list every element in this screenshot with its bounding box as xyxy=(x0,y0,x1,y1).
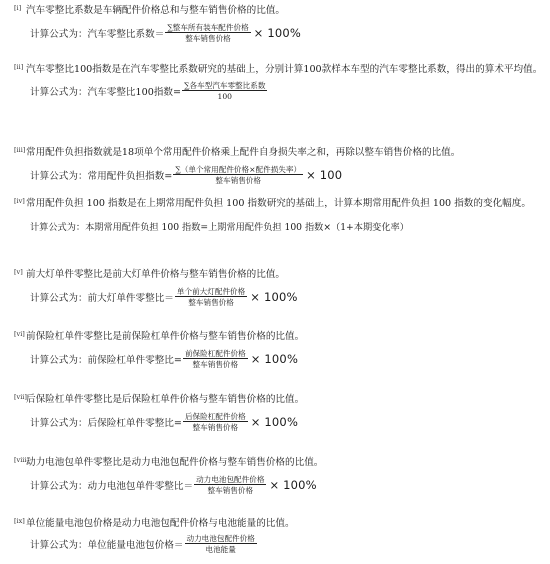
formula-prefix: 计算公式为：后保险杠单件零整比= xyxy=(30,418,182,429)
footnote-marker: [iii] xyxy=(14,146,26,154)
footnote-definition xyxy=(14,393,544,406)
fraction-denominator: 整车销售价格 xyxy=(192,423,239,432)
fraction-numerator: ∑（单个常用配件价格×配件损失率） xyxy=(175,165,302,174)
fraction-numerator: 前保险杠配件价格 xyxy=(184,349,246,358)
fraction-denominator: 电池能量 xyxy=(205,545,236,554)
formula xyxy=(30,287,544,307)
footnote-8 xyxy=(14,456,544,495)
footnote-marker: [viii] xyxy=(14,456,29,464)
footnote-definition xyxy=(14,146,544,159)
fraction xyxy=(175,287,247,307)
footnote-6 xyxy=(14,330,544,369)
footnote-marker: [iv] xyxy=(14,197,25,205)
fraction-numerator: 后保险杠配件价格 xyxy=(184,412,246,421)
fraction-denominator: 100 xyxy=(217,92,232,101)
fraction-denominator: 整车销售价格 xyxy=(185,34,231,43)
definition-text: 前保险杠单件零整比是前保险杠单件价格与整车销售价格的比值。 xyxy=(26,331,305,342)
fraction-numerator: 单个前大灯配件价格 xyxy=(176,287,246,296)
footnote-9 xyxy=(14,517,544,554)
formula xyxy=(30,534,544,554)
footnote-definition xyxy=(14,197,544,210)
fraction xyxy=(165,23,250,43)
formula-suffix: × 100% xyxy=(253,26,302,40)
formula-prefix: 计算公式为：单位能量电池包价格＝ xyxy=(30,540,184,551)
formula xyxy=(30,219,544,233)
definition-text: 单位能量电池包价格是动力电池包配件价格与电池能量的比值。 xyxy=(26,518,295,529)
footnote-7 xyxy=(14,393,544,432)
fraction xyxy=(183,412,248,432)
footnote-definition xyxy=(14,330,544,343)
fraction-numerator: 动力电池包配件价格 xyxy=(196,475,265,484)
formula-prefix: 计算公式为：前保险杠单件零整比= xyxy=(30,355,182,366)
formula xyxy=(30,165,544,185)
footnote-4 xyxy=(14,197,544,233)
fraction-numerator: ∑各车型汽车零整比系数 xyxy=(184,81,266,90)
fraction-denominator: 整车销售价格 xyxy=(192,360,239,369)
formula-prefix: 计算公式为：动力电池包单件零整比＝ xyxy=(30,481,194,492)
footnote-definition xyxy=(14,456,544,469)
formula-suffix: × 100 xyxy=(306,168,343,182)
fraction xyxy=(194,475,266,495)
definition-text: 常用配件负担 100 指数是在上期常用配件负担 100 指数研究的基础上，计算本期常用配件负担 100 指数的变化幅度。 xyxy=(26,198,531,209)
formula xyxy=(30,81,544,101)
fraction-denominator: 整车销售价格 xyxy=(207,486,254,495)
footnote-marker: [ix] xyxy=(14,517,25,525)
footnote-5 xyxy=(14,268,544,307)
formula-prefix: 计算公式为：前大灯单件零整比＝ xyxy=(30,293,174,304)
footnote-marker: [i] xyxy=(14,4,22,12)
definition-text: 汽车零整比系数是车辆配件价格总和与整车销售价格的比值。 xyxy=(26,5,286,16)
footnote-definition xyxy=(14,63,544,76)
definition-text: 动力电池包单件零整比是动力电池包配件价格与整车销售价格的比值。 xyxy=(26,457,324,468)
definition-text: 常用配件负担指数就是18项单个常用配件价格乘上配件自身损失率之和，再除以整车销售价格的比值。 xyxy=(26,147,461,158)
footnote-definition xyxy=(14,517,544,530)
formula-suffix: × 100% xyxy=(250,290,298,304)
fraction xyxy=(182,81,267,101)
footnote-1 xyxy=(14,4,544,43)
formula xyxy=(30,23,544,43)
formula xyxy=(30,349,544,369)
fraction-denominator: 整车销售价格 xyxy=(188,298,234,307)
formula xyxy=(30,475,544,495)
definition-text: 前大灯单件零整比是前大灯单件价格与整车销售价格的比值。 xyxy=(26,269,286,280)
fraction-denominator: 整车销售价格 xyxy=(215,176,261,185)
formula-prefix: 计算公式为：汽车零整比100指数= xyxy=(30,87,182,98)
footnote-2 xyxy=(14,63,544,101)
fraction xyxy=(173,165,303,185)
fraction-numerator: ∑整车所有装车配件价格 xyxy=(167,23,249,32)
formula-suffix: × 100% xyxy=(250,352,299,366)
fraction xyxy=(185,534,257,554)
definition-text: 汽车零整比100指数是在汽车零整比系数研究的基础上，分别计算100款样本车型的汽车零整比系数，得出的算术平均值。 xyxy=(26,64,543,75)
formula-suffix: × 100% xyxy=(269,478,317,492)
formula-text: 计算公式为：本期常用配件负担 100 指数=上期常用配件负担 100 指数×（1+本期变化率） xyxy=(30,222,409,233)
formula-prefix: 计算公式为：汽车零整比系数＝ xyxy=(30,29,165,40)
footnote-marker: [ii] xyxy=(14,63,24,71)
footnote-marker: [v] xyxy=(14,268,23,276)
footnote-definition xyxy=(14,268,544,281)
footnote-marker: [vi] xyxy=(14,330,25,338)
formula-prefix: 计算公式为：常用配件负担指数= xyxy=(30,171,173,182)
footnote-marker: [vii] xyxy=(14,393,27,401)
formula xyxy=(30,412,544,432)
footnote-3 xyxy=(14,146,544,185)
footnote-definition xyxy=(14,4,544,17)
formula-suffix: × 100% xyxy=(250,415,299,429)
fraction-numerator: 动力电池包配件价格 xyxy=(186,534,255,543)
definition-text: 后保险杠单件零整比是后保险杠单件价格与整车销售价格的比值。 xyxy=(26,394,305,405)
fraction xyxy=(183,349,248,369)
